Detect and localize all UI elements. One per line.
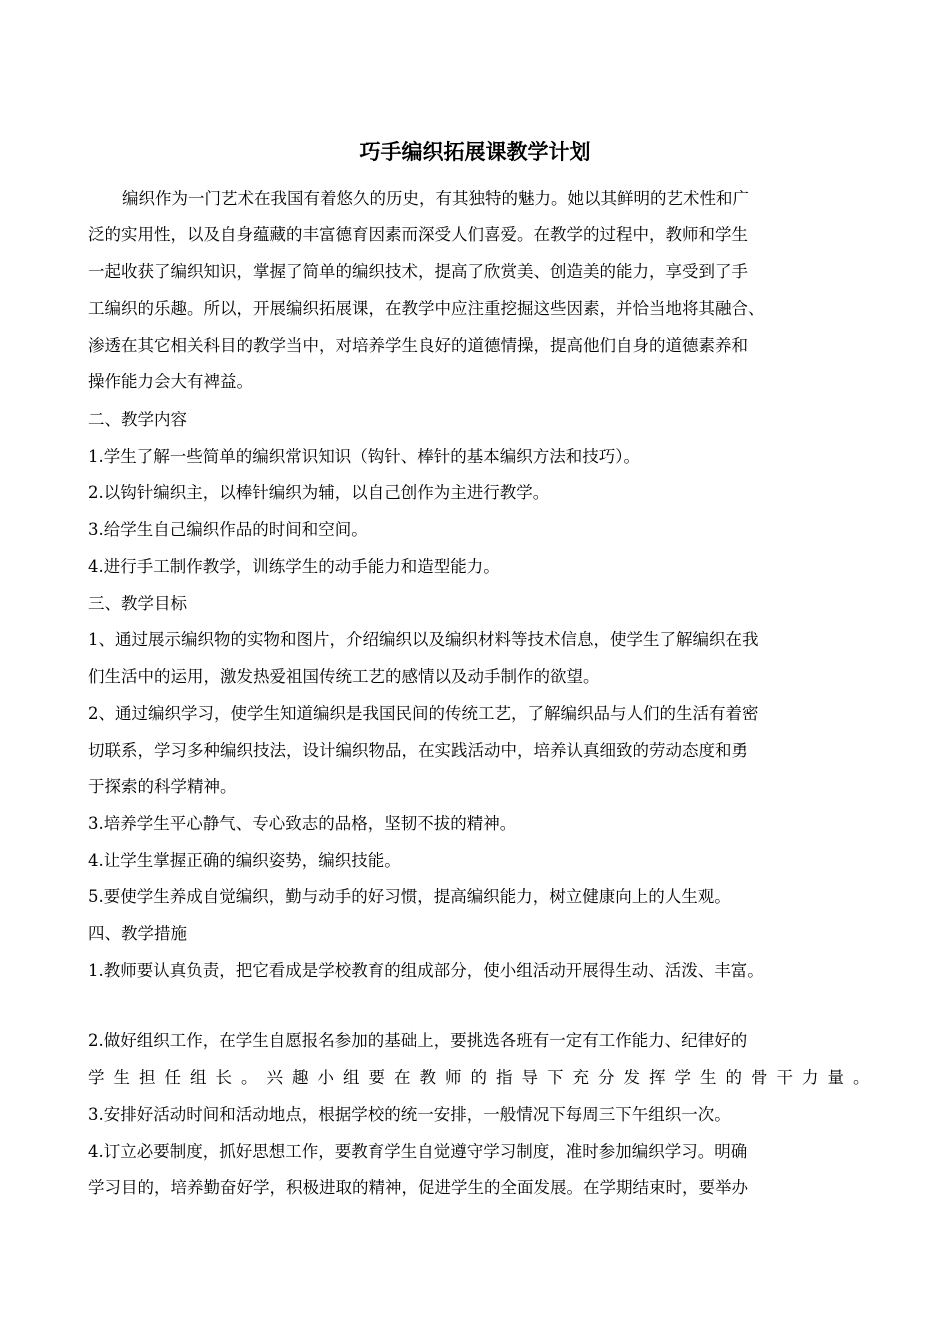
list-item: 们生活中的运用，激发热爱祖国传统工艺的感情以及动手制作的欲望。: [88, 667, 600, 686]
list-item: 1.教师要认真负责，把它看成是学校教育的组成部分，使小组活动开展得生动、活泼、丰富。: [88, 961, 764, 980]
paragraph-line: 工编织的乐趣。所以，开展编织拓展课，在教学中应注重挖掘这些因素，并恰当地将其融合、: [88, 299, 765, 318]
list-item: 4.订立必要制度，抓好思想工作，要教育学生自觉遵守学习制度，准时参加编织学习。明确: [88, 1142, 748, 1161]
list-item: 1、通过展示编织物的实物和图片，介绍编织以及编织材料等技术信息，使学生了解编织在我: [88, 630, 759, 649]
list-item: 学生担任组长。兴趣小组要在教师的指导下充分发挥学生的骨干力量。: [88, 1068, 879, 1087]
list-item: 4.进行手工制作教学，训练学生的动手能力和造型能力。: [88, 557, 500, 576]
section-heading: 三、教学目标: [88, 594, 187, 613]
list-item: 2.以钩针编织主，以棒针编织为辅，以自己创作为主进行教学。: [88, 483, 550, 502]
list-item: 切联系，学习多种编织技法，设计编织物品，在实践活动中，培养认真细致的劳动态度和勇: [88, 741, 748, 760]
list-item: 1.学生了解一些简单的编织常识知识（钩针、棒针的基本编织方法和技巧）。: [88, 447, 640, 466]
list-item: 3.培养学生平心静气、专心致志的品格，坚韧不拔的精神。: [88, 814, 517, 833]
list-item: 4.让学生掌握正确的编织姿势，编织技能。: [88, 851, 401, 870]
list-item: 学习目的，培养勤奋好学，积极进取的精神，促进学生的全面发展。在学期结束时，要举办: [88, 1178, 748, 1197]
paragraph-line: 泛的实用性，以及自身蕴藏的丰富德育因素而深受人们喜爱。在教学的过程中，教师和学生: [88, 225, 748, 244]
document-title: 巧手编织拓展课教学计划: [359, 140, 591, 164]
paragraph-line: 操作能力会大有裨益。: [88, 372, 253, 391]
paragraph-line: 一起收获了编织知识，掌握了简单的编织技术，提高了欣赏美、创造美的能力，享受到了手: [88, 262, 748, 281]
section-heading: 四、教学措施: [88, 924, 187, 943]
list-item: 5.要使学生养成自觉编织，勤与动手的好习惯，提高编织能力，树立健康向上的人生观。: [88, 887, 731, 906]
paragraph-line: 渗透在其它相关科目的教学当中，对培养学生良好的道德情操，提高他们自身的道德素养和: [88, 336, 748, 355]
list-item: 2.做好组织工作，在学生自愿报名参加的基础上，要挑选各班有一定有工作能力、纪律好的: [88, 1031, 748, 1050]
list-item: 3.给学生自己编织作品的时间和空间。: [88, 520, 368, 539]
list-item: 2、通过编织学习，使学生知道编织是我国民间的传统工艺，了解编织品与人们的生活有着密: [88, 704, 759, 723]
paragraph-line: 编织作为一门艺术在我国有着悠久的历史，有其独特的魅力。她以其鲜明的艺术性和广: [122, 189, 749, 208]
section-heading: 二、教学内容: [88, 410, 187, 429]
list-item: 于探索的科学精神。: [88, 777, 237, 796]
list-item: 3.安排好活动时间和活动地点，根据学校的统一安排，一般情况下每周三下午组织一次。: [88, 1105, 731, 1124]
